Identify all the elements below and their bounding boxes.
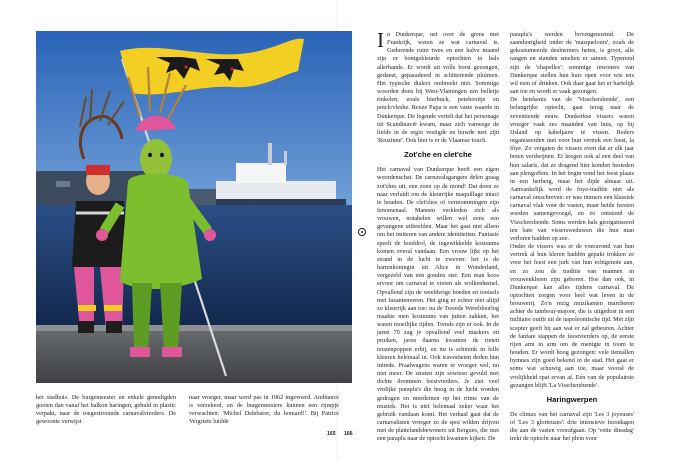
right-page-column-2 [510, 31, 634, 444]
right-page-column-1 [377, 28, 499, 444]
right-page-number: 166 [344, 431, 353, 437]
left-page-column-2 [189, 394, 339, 427]
left-page-number: 165 [327, 431, 336, 437]
intro-paragraph [377, 28, 499, 145]
registration-mark-icon [358, 228, 366, 236]
drop-cap: I [377, 28, 384, 52]
section-body-haringwerpen: De climax van het carnaval zijn 'Les 3 joyeuses' of 'Les 3 glorieuses': drie intensieve feestdagen die aan de vasten voorafgaan. Op 'vette dinsdag' trekt de optocht naar het plein voor [510, 410, 634, 443]
section-heading-haringwerpen: Haringwerpen [546, 394, 598, 404]
section-body-zotche: Het carnaval van Dunkerque heeft een eigen woordenschat. De carnavalsgangers delen graag zot'ches uit, een zoen op de mond! Dat doen ze naar verluidt om de kleurrijke maquillage intact te houden. De clet'ches of vermommingen zijn fenomenaal. Mannen verkleden zich als vrouwen, notabelen willen wel eens een gevangene uitbeelden. Maar het gaat niet alleen om het imiteren van andere identiteiten. Fantasie speelt de hoofdrol, de ingewikkelde kostuums komen overal vandaan. Een vrouw lijkt op het strand in de lucht te zweven: het is de hartenkoningin uit Alice in Wonderland, vergezeld van een gouden ster. Een man koos ervoor om carnaval te vieren als wolkenhemel. Opvallend zijn de weelderige hoeden en tooisels met fazantenveren. Het ging er echter niet altijd zo kleurrijk aan toe: na de Tweede Wereldoorlog maakte men kostuums van jutten zakken, het waren moeilijke tijden. Trends zijn er ook. In de jaren 70 zag je opvallend veel maskers en pruiken, jaren daarna kwamen de rieten reuzenpoppen erbij, en nu is schmink in felle kleuren helemaal in. Ook travestieten deden hun intrede. Praalwagens waren er vroeger wel, nu niet meer. De straten zijn sowieso gevuld met dichte drommen feestvierders. Je ziet veel vrolijke paraplu's die hoog in de lucht worden gedragen en meedeinen op het ritme van de muziek. Het is niet helemaal zeker waar het gebruik vandaan komt. Het verhaal gaat dat de carnavalisten vroeger zo de spot wilden drijven met de plattelandsbewoners uit Bergues, die met een paraplu naar de optocht kwamen kijken. De [377, 166, 499, 443]
left-page-column-1 [36, 394, 176, 427]
left-page-column-2-text: naar vroeger, maar werd pas in 1962 ingevoerd. Ambiance is verzekerd, en de burgemeesters kunnen een rijmpje verwachten: 'Michel Delebarre, du homard!'. Bij Patrice Vergriete luidde [189, 394, 339, 426]
carnival-photo [36, 31, 352, 383]
left-page-column-1-text: het stadhuis. De burgemeester en enkele genodigden gooien dan vanaf het balkon haringen, gehuld in plastic verpakt, naar de toegestroomde carnavalvierders. De gewoonte verwijst [36, 394, 176, 426]
intro-text: n Dunkerque, net over de grens met Frankrijk, weten ze wat carnaval is. Gedurende ruim twee en een halve maand zijn er bontgekleurde optochten in bals allerhande. Er wordt uit volle borst gezongen, gedanst, geparadeerd in schitterende pluimen. Het typische dialect ombreekt niet. Sommige woorden doen bij West-Vlamingen een belletje rinkelen, zoals bierbuck, petebooitje en potch/vleshe. Reuze Papa is een vaste waarde in Dunkerque. De legende vertelt dat het personage uit Scandinavië kwam, maar zich vanwege de liefde in de regio vestigde en huwde met zijn 'Reuzinne'. Ook hier is er de Vlaamse touch. [377, 31, 499, 145]
column-2-body: paraplu's werden bovengenoemd. De saamhorigheid onder de 'masquelours', zoals de gekostumeerde deelnemers heten, is groot, alle rangen en standen smelten er samen. Typerend zijn de 'chapelles': sommige inwoners van Dunkerque stellen hun huis open voor wie iets wil eten of drinken. Ook daar gaat het er hartelijk aan toe en wordt er vaak gezongen. De betekenis van de 'Visschersbende', een belangrijke optocht, gaat terug naar de zeventiende eeuw. Dunkerkse vissers waren vroeger vaak zes maanden van huis, op bij IJsland op kabeljauw te vissen. Reders organiseerden met voor hun vertrek een feest, la fôye. Zo vergaten de vissers even dat er elk jaar boten verdwijnen. Er kregen ook al een deel van hun salaris, dat ze dragend hier konden besteden aan plengoffers. In het begin vond het feest plaats in een herberg, maar het dijde almaar uit. Aanvankelijk werd de foye-traditie niet als carnaval omschreven: er was immers een klassiek carnaval vlak voor de vasten, maar beide feesten werden samengevoegd, en zo ontstond de Visschersbende. Soms werden bals georganiseerd ten bate van vissersweduwen die hun man verloren hadden op zee. Onder de vissers was er de voeravond van hun vertrek al hun kleren haddën gepakt trokken ze voor het feest een jurk van hun echtgenote aan, en zo zou de traditie van mannen in vrouwenkleren zijn geboren. Hoe dan ook, in Dunkerque kan alles tijdens carnaval. De optochten zorgen voor heel wat leven in de brouwerij. Zo'n rezig muzikanten marcheren achter de tambour-majoor, die is uitgedost in een militaire outfit uit de napoleontische tijd. Met zijn scepter geeft hij aan wat er zal gebeuren. Achter de fanfare stappen de feestvierders op, de eerste rijen arm in arm om de menigte in toom te houden. Er wordt hoog gezongen: vele tientallen hymnes zijn goed bekend in de stad. Het gaat er soms wat schuwig aan toe, maar vooral de vrolijkheid spat ervan af. Eén van de populairste gezangen blijft 'La Visschersbende'. [510, 31, 634, 389]
section-heading-zotche: Zot'che en clet'che [404, 150, 472, 160]
